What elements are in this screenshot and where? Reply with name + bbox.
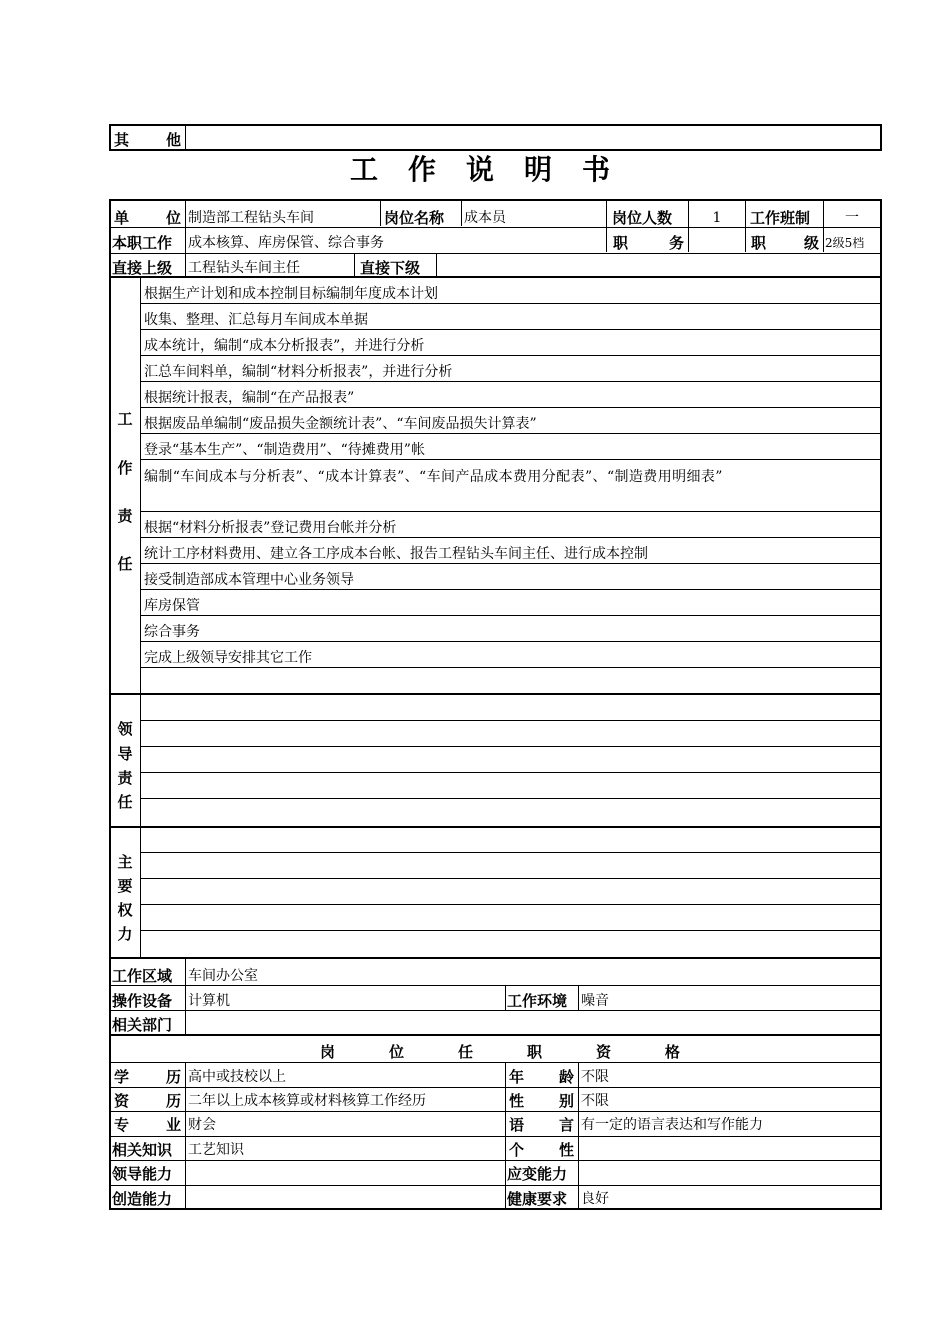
work-duty-label-4: 任 [117,555,133,573]
grade-label-a: 职 [751,234,767,252]
language-value: 有一定的语言表达和写作能力 [581,1117,763,1133]
job-label: 本职工作 [112,234,173,252]
other-label-b: 他 [165,131,181,149]
grid-h [141,381,880,382]
grid-h [110,1062,880,1063]
env-value: 噪音 [581,993,609,1009]
grade-value: 2级5档 [825,236,865,250]
age-label [505,1065,578,1089]
label-char: 历 [165,1092,181,1110]
creativity-value [188,1187,503,1211]
lead-duty-label-3: 责 [117,769,133,787]
experience-label [110,1089,185,1113]
qualification-header-char: 位 [388,1043,404,1061]
grade-label-b: 级 [803,234,819,252]
label-char: 性 [509,1092,525,1110]
qualification-header-char: 岗 [320,1043,336,1061]
grid-h [141,589,880,590]
grid-h [141,667,880,668]
duty-item: 统计工序材料费用、建立各工序成本台帐、报告工程钻头车间主任、进行成本控制 [144,546,648,562]
grid-h [141,407,880,408]
duty-item: 收集、整理、汇总每月车间成本单据 [144,312,368,328]
adaptability-label: 应变能力 [507,1165,568,1183]
other-label-a: 其 [114,131,130,149]
duty-item: 完成上级领导安排其它工作 [144,650,312,666]
health-value: 良好 [581,1191,609,1207]
related-dept-label: 相关部门 [112,1016,173,1034]
duty-item: 根据统计报表，编制“在产品报表” [144,390,355,406]
page-title: 工作说明书 [349,153,640,186]
grid-h [141,537,880,538]
qualification-header [320,1040,680,1064]
duty-item: 根据生产计划和成本控制目标编制年度成本计划 [144,286,438,302]
gender-value: 不限 [581,1093,609,1109]
grid-h [141,772,880,773]
grade-label [747,231,823,255]
subordinate-value [440,256,878,280]
leadership-value [188,1162,503,1186]
duty-item: 根据“材料分析报表”登记费用台帐并分析 [144,520,397,536]
grid-h [141,615,880,616]
grid-v [461,200,462,226]
grid-h [141,459,880,460]
other-row-top-border [110,124,881,126]
grid-h [110,1160,880,1161]
label-char: 资 [114,1092,130,1110]
duty-item: 成本统计，编制“成本分析报表”，并进行分析 [144,338,425,354]
qualification-header-char: 职 [526,1043,542,1061]
label-char: 年 [509,1068,525,1086]
post-count-label: 岗位人数 [612,209,673,227]
label-char: 性 [558,1141,574,1159]
grid-h [141,433,880,434]
work-area-label: 工作区域 [112,967,173,985]
equipment-label: 操作设备 [112,992,173,1010]
power-label-1: 主 [117,853,133,871]
duty-label [609,231,688,255]
unit-value: 制造部工程钻头车间 [188,210,314,226]
qualification-header-char: 资 [595,1043,611,1061]
personality-label [505,1138,578,1162]
power-label-4: 力 [117,925,133,943]
power-label-3: 权 [117,901,133,919]
grid-h [141,303,880,304]
grid-v [606,200,607,252]
unit-label-a: 单 [114,209,130,227]
label-char: 历 [165,1068,181,1086]
grid-v [140,278,141,958]
other-label [110,128,185,152]
duty-item: 综合事务 [144,624,200,640]
lead-duty-label-2: 导 [117,745,133,763]
grid-h [141,746,880,747]
grid-h [110,1136,880,1137]
unit-label [110,206,185,230]
grid-h [141,852,880,853]
table-left-border [109,199,111,1210]
grid-h [141,904,880,905]
knowledge-label: 相关知识 [112,1141,173,1159]
grid-h [141,798,880,799]
gender-label [505,1089,578,1113]
grid-v [380,200,381,226]
leadership-label: 领导能力 [112,1165,173,1183]
label-char: 专 [114,1116,130,1134]
major-label [110,1113,185,1137]
knowledge-value: 工艺知识 [188,1142,244,1158]
table-top-border [110,199,881,201]
adaptability-value [581,1162,879,1186]
other-row-divider [185,124,186,150]
grid-h [141,641,880,642]
post-count-value: 1 [712,210,722,226]
duty-label-b: 务 [668,234,684,252]
grid-h [110,1185,880,1186]
label-char: 学 [114,1068,130,1086]
lead-duty-label-1: 领 [117,720,133,738]
grid-h [110,1034,881,1036]
grid-v [505,986,506,1010]
superior-label: 直接上级 [112,259,173,277]
other-value [188,128,878,152]
duty-item: 登录“基本生产”、“制造费用”、“待摊费用”帐 [144,442,425,458]
post-name-label: 岗位名称 [384,209,445,227]
work-duty-label-2: 作 [117,459,133,477]
personality-value [581,1138,879,1162]
qualification-header-char: 任 [457,1043,473,1061]
duty-item: 编制“车间成本与分析表”、“成本计算表”、“车间产品成本费用分配表”、“制造费用明细表” [144,469,723,485]
grid-h [141,878,880,879]
duty-item: 库房保管 [144,598,200,614]
grid-h [110,1111,880,1112]
shift-label: 工作班制 [750,209,811,227]
work-duty-label-1: 工 [117,410,133,428]
grid-h [110,985,880,986]
lead-duty-label-4: 任 [117,793,133,811]
unit-label-b: 位 [165,209,181,227]
duty-value [690,231,745,255]
label-char: 语 [509,1116,525,1134]
other-row-right-border [880,124,882,151]
work-area-value: 车间办公室 [188,968,258,984]
power-label-2: 要 [117,877,133,895]
grid-h [141,511,880,512]
grid-h [110,957,881,959]
education-value: 高中或技校以上 [188,1069,286,1085]
superior-value: 工程钻头车间主任 [188,260,300,276]
grid-h [141,329,880,330]
label-char: 龄 [558,1068,574,1086]
major-value: 财会 [188,1117,216,1133]
label-char: 言 [558,1116,574,1134]
env-label: 工作环境 [507,992,568,1010]
grid-h [141,720,880,721]
age-value: 不限 [581,1069,609,1085]
label-char: 别 [558,1092,574,1110]
grid-v [436,254,437,278]
grid-h [141,563,880,564]
grid-v [354,254,355,278]
duty-item: 接受制造部成本管理中心业务领导 [144,572,354,588]
label-char: 业 [165,1116,181,1134]
subordinate-label: 直接下级 [360,259,421,277]
grid-h [110,826,881,828]
language-label [505,1113,578,1137]
table-right-border [880,199,882,1210]
label-char: 个 [509,1141,525,1159]
duty-item: 汇总车间料单，编制“材料分析报表”，并进行分析 [144,364,453,380]
grid-h [110,1010,880,1011]
health-label: 健康要求 [507,1190,568,1208]
job-value: 成本核算、库房保管、综合事务 [188,235,384,251]
equipment-value: 计算机 [188,993,230,1009]
grid-h [110,1087,880,1088]
shift-value: 一 [845,210,859,226]
grid-v [745,200,746,252]
duty-item: 根据废品单编制“废品损失金额统计表”、“车间废品损失计算表” [144,416,537,432]
experience-value: 二年以上成本核算或材料核算工作经历 [188,1093,426,1109]
duty-label-a: 职 [613,234,629,252]
grid-h [141,930,880,931]
post-name-value: 成本员 [464,210,506,226]
education-label [110,1065,185,1089]
grid-h [110,693,881,695]
qualification-header-char: 格 [664,1043,680,1061]
work-duty-label-3: 责 [117,507,133,525]
creativity-label: 创造能力 [112,1190,173,1208]
grid-h [141,355,880,356]
